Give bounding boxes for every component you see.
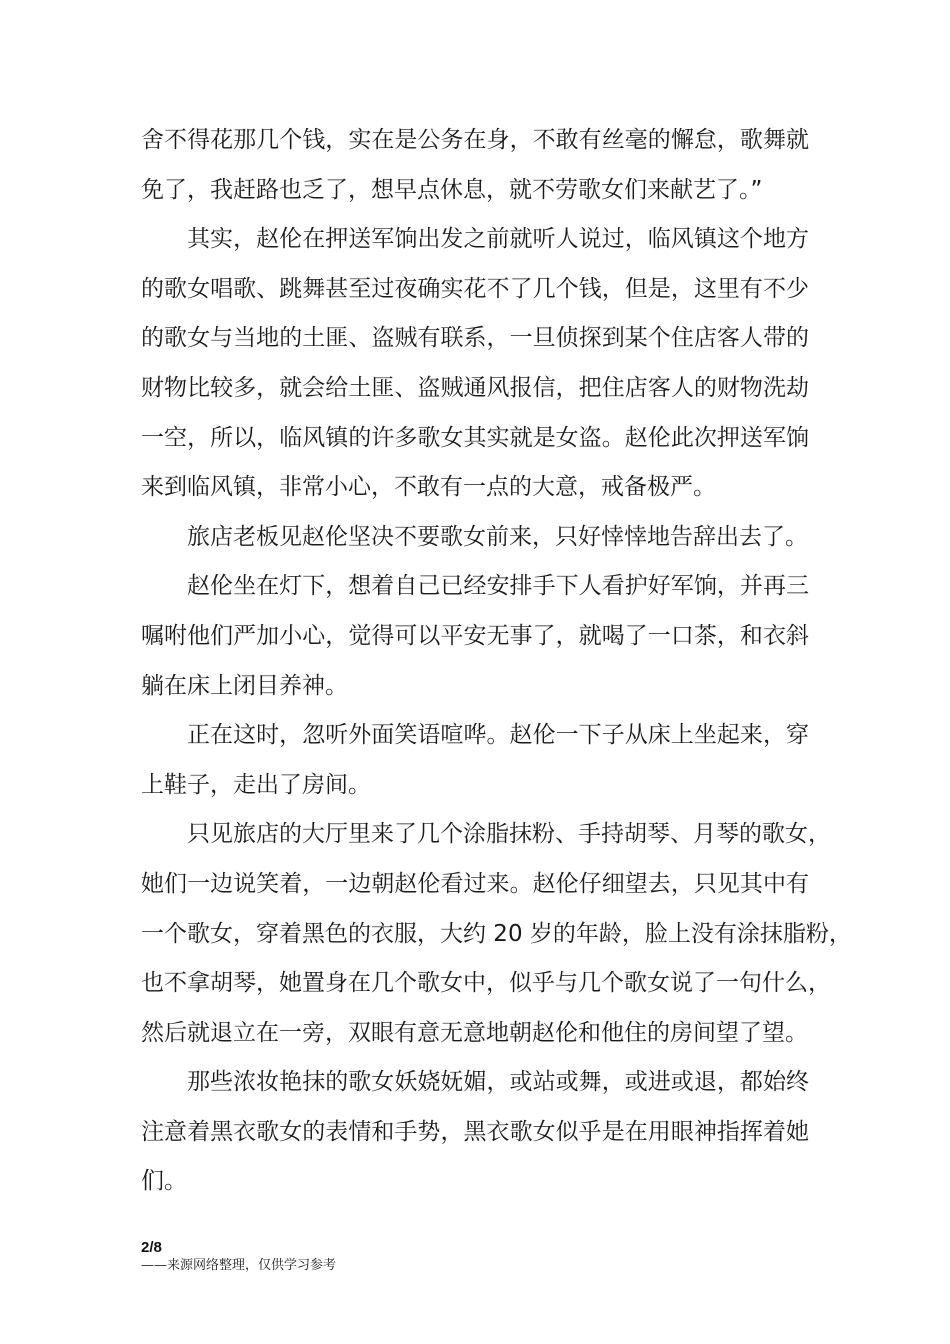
- paragraph-start-line: 只见旅店的大厅里来了几个涂脂抹粉、手持胡琴、月琴的歌女，: [187, 821, 831, 848]
- page-footer: [141, 1239, 336, 1275]
- paragraph-start-line: 那些浓妆艳抹的歌女妖娆妩媚，或站或舞，或进或退，都始终: [187, 1069, 809, 1096]
- text-line: 们。: [141, 1168, 187, 1195]
- page-number: 2/8: [141, 1239, 162, 1256]
- text-line: 躺在床上闭目养神。: [141, 672, 348, 699]
- paragraph-start-line: 旅店老板见赵伦坚决不要歌女前来，只好悻悻地告辞出去了。: [187, 523, 808, 550]
- text-line: 注意着黑衣歌女的表情和手势，黑衣歌女似乎是在用眼神指挥着她: [141, 1118, 809, 1145]
- document-body: [141, 116, 852, 1207]
- source-note: ——来源网络整理，仅供学习参考: [141, 1258, 337, 1273]
- text-line: 也不拿胡琴，她置身在几个歌女中，似乎与几个歌女说了一句什么，: [141, 970, 831, 997]
- paragraph-start-line: 赵伦坐在灯下，想着自己已经安排手下人看护好军饷，并再三: [187, 573, 809, 600]
- text-line: 一个歌女，穿着黑色的衣服，大约 20 岁的年龄，脸上没有涂抹脂粉，: [141, 920, 852, 947]
- paragraph-start-line: 其实，赵伦在押送军饷出发之前就听人说过，临风镇这个地方: [187, 226, 809, 253]
- text-line: 嘱咐他们严加小心，觉得可以平安无事了，就喝了一口茶，和衣斜: [141, 622, 809, 649]
- text-line: 上鞋子，走出了房间。: [141, 771, 371, 798]
- text-line: 她们一边说笑着，一边朝赵伦看过来。赵伦仔细望去，只见其中有: [141, 870, 809, 897]
- text-line: 然后就退立在一旁，双眼有意无意地朝赵伦和他住的房间望了望。: [141, 1019, 808, 1046]
- text-line: 舍不得花那几个钱，实在是公务在身，不敢有丝毫的懈怠，歌舞就: [141, 127, 809, 153]
- text-line: 的歌女与当地的土匪、盗贼有联系，一旦侦探到某个住店客人带的: [141, 325, 809, 352]
- text-line: 免了，我赶路也乏了，想早点休息，就不劳歌女们来献艺了。”: [141, 176, 763, 203]
- text-line: 的歌女唱歌、跳舞甚至过夜确实花不了几个钱，但是，这里有不少: [141, 275, 809, 302]
- text-line: 一空，所以，临风镇的许多歌女其实就是女盗。赵伦此次押送军饷: [141, 424, 809, 451]
- text-line: 来到临风镇，非常小心，不敢有一点的大意，戒备极严。: [141, 474, 716, 501]
- text-line: 财物比较多，就会给土匪、盗贼通风报信，把住店客人的财物洗劫: [141, 374, 809, 401]
- paragraph-start-line: 正在这时，忽听外面笑语喧哗。赵伦一下子从床上坐起来，穿: [187, 722, 809, 749]
